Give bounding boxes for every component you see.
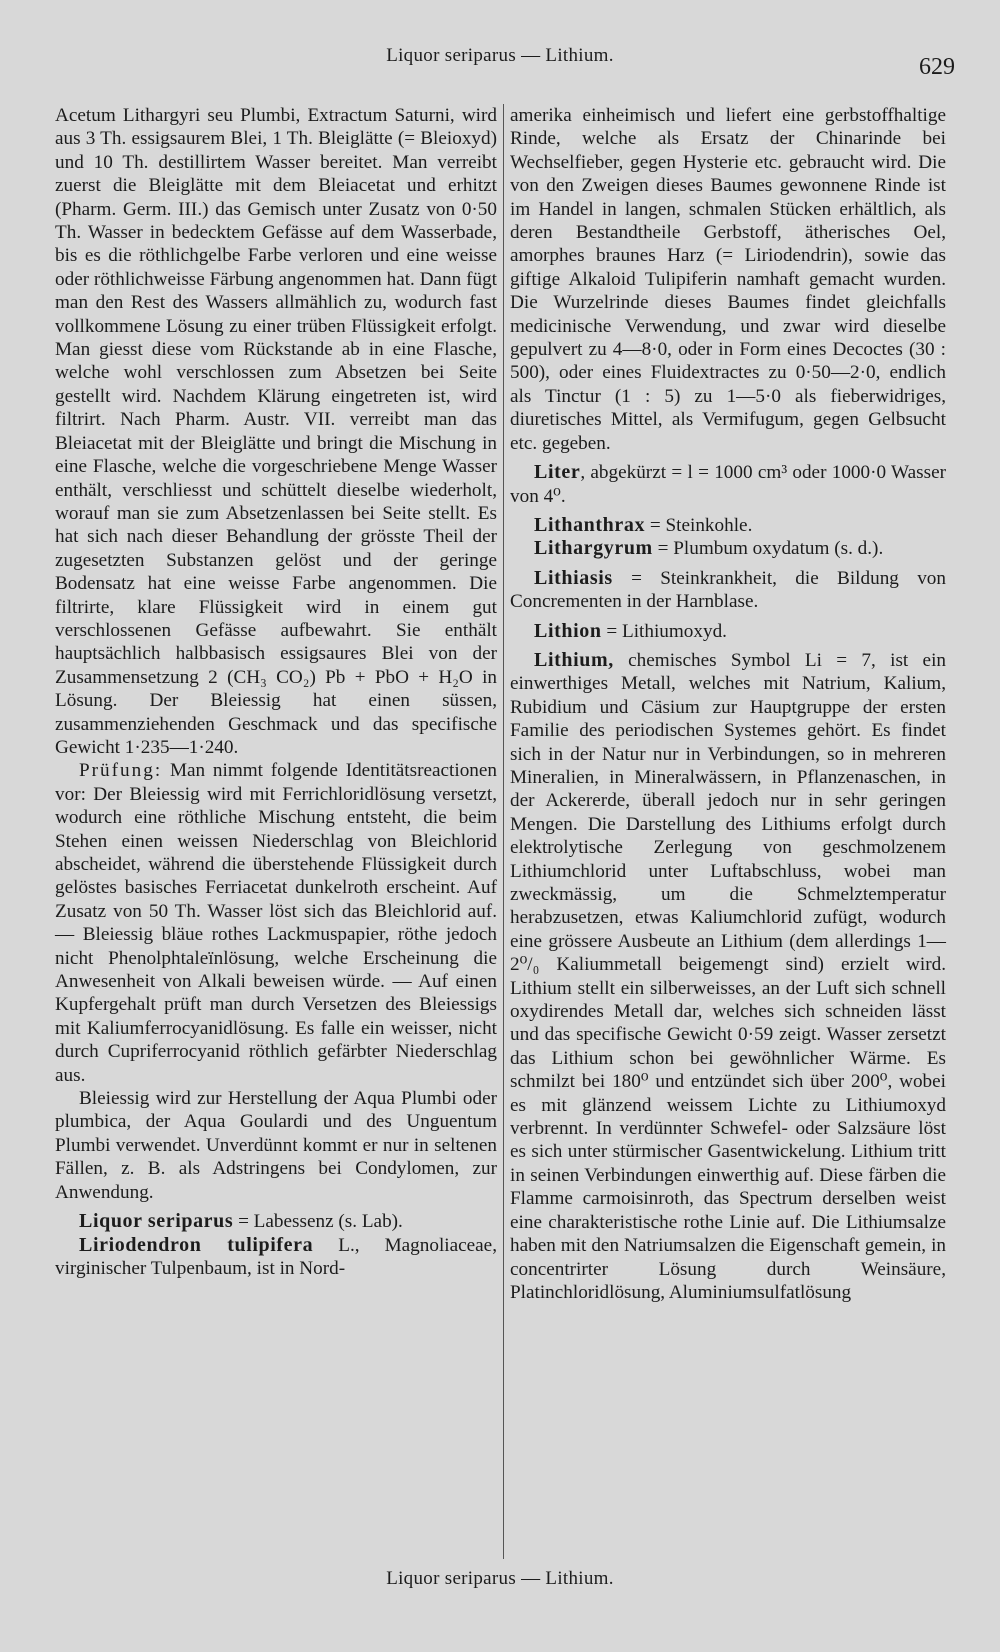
headword: Liter	[534, 461, 581, 484]
paragraph-pruefung	[55, 759, 497, 1087]
entry-lithium	[510, 649, 946, 1304]
entry-liter	[510, 461, 946, 508]
headword: Lithium,	[534, 648, 614, 671]
entry-liriodendron	[55, 1234, 497, 1281]
entry-text: = Labessenz (s. Lab).	[233, 1211, 403, 1233]
entry-lithargyrum	[510, 537, 946, 560]
headword: Lithion	[534, 619, 602, 642]
headword: Liriodendron tulipifera	[79, 1233, 314, 1256]
headword: Lithanthrax	[534, 513, 646, 536]
entry-lithanthrax	[510, 514, 946, 537]
headword: Liquor seriparus	[79, 1210, 234, 1233]
entry-lithiasis	[510, 567, 946, 614]
entry-text: L., Magnoliaceae, virginischer Tulpenbaum, ist in Nord-	[55, 1234, 497, 1279]
paragraph-acetum: Acetum Lithargyri seu Plumbi, Extractum Saturni, wird aus 3 Th. essigsaurem Blei, 1 Th. Bleiglätte (= Bleioxyd) und 10 Th. destillirtem Wasser bereitet. Man verreibt zuerst die Bleiglätte mit dem Bleiacetat und erhitzt (Pharm. Germ. III.) das Gemisch unter Zusatz von 0·50 Th. Wasser in bedecktem Gefässe auf dem Wasserbade, bis es die röthlichgelbe Farbe verloren und eine weisse oder röthlichweisse Färbung angenommen hat. Dann fügt man den Rest des Wassers allmählich zu, wodurch fast vollkommene Lösung zu einer trüben Flüssigkeit erfolgt. Man giesst diese vom Rückstande ab in eine Flasche, welche wohl verschlossen zum Absetzen bei Seite gestellt wird. Nachdem Klärung eingetreten ist, wird filtrirt. Nach Pharm. Austr. VII. verreibt man das Bleiacetat mit der Bleiglätte und bringt die Mischung in eine Flasche, welche die vorgeschriebene Menge Wasser enthält, verschliesst und schüttelt dieselbe wiederholt, worauf man sie zum Absetzenlassen bei Seite stellt. Es hat sich nach dieser Behandlung der grösste Theil der zugesetzten Substanzen gelöst und der geringe Bodensatz hat eine weisse Farbe angenommen. Die filtrirte, klare Flüssigkeit wird in einem gut verschlossenen Gefässe aufbewahrt. Sie enthält hauptsächlich halbbasisch essigsaures Blei von der Zusammensetzung 2 (CH₃ CO₂) Pb + PbO + H₂O in Lösung. Der Bleiessig hat einen süssen, zusammenziehenden Geschmack und das specifische Gewicht 1·235—1·240.	[55, 105, 497, 758]
pruefung-text: Man nimmt folgende Identitätsreactionen vor: Der Bleiessig wird mit Ferrichloridlösung versetzt, wodurch eine röthliche Mischung entsteht, die beim Stehen einen weissen Niederschlag von Bleichlorid abscheidet, während die überstehende Flüssigkeit durch gelöstes basisches Ferriacetat dunkelroth erscheint. Auf Zusatz von 50 Th. Wasser löst sich das Bleichlorid auf. — Bleiessig bläue rothes Lackmuspapier, röthe jedoch nicht Phenolphtaleïnlösung, welche Erscheinung die Anwesenheit von Alkali beweisen würde. — Auf einen Kupfergehalt prüft man durch Versetzen des Bleiessigs mit Kaliumferrocyanidlösung. Es falle ein weisser, nicht durch Cupriferrocyanid röthlich gefärbter Niederschlag aus.	[55, 760, 497, 1086]
entry-text: = Lithiumoxyd.	[601, 620, 727, 642]
right-column	[510, 104, 946, 1304]
entry-lithion	[510, 620, 946, 643]
entry-liquor-seriparus	[55, 1210, 497, 1233]
entry-text: = Steinkohle.	[645, 514, 753, 536]
left-column	[55, 104, 497, 1280]
column-divider	[503, 104, 504, 1559]
running-head: Liquor seriparus — Lithium.	[386, 45, 614, 66]
entry-text: = Steinkrankheit, die Bildung von Concrementen in der Harnblase.	[510, 567, 946, 613]
entry-text: , abgekürzt = l = 1000 cm³ oder 1000·0 Wasser von 4⁰.	[510, 462, 946, 507]
headword: Lithiasis	[534, 566, 613, 589]
entry-text: = Plumbum oxydatum (s. d.).	[652, 538, 884, 560]
headword: Lithargyrum	[534, 537, 653, 560]
pruefung-label: Prüfung:	[79, 760, 163, 782]
entry-text: chemisches Symbol Li = 7, ist ein einwerthiges Metall, welches mit Natrium, Kalium, Rubidium und Cäsium zur Hauptgruppe der ersten Familie des periodischen Systemes gehört. Es findet sich in der Natur nur in Verbindungen, so in mehreren Mineralien, in Mineralwässern, in Pflanzenaschen, in der Ackererde, überall jedoch nur in sehr geringen Mengen. Die Darstellung des Lithiums erfolgt durch elektrolytische Zerlegung von geschmolzenem Lithiumchlorid unter Luftabschluss, wobei man zweckmässig, um die Schmelztemperatur herabzusetzen, etwas Kaliumchlorid zufügt, wodurch eine grössere Ausbeute an Lithium (dem allerdings 1—2⁰/₀ Kaliummetall beigemengt sind) erzielt wird. Lithium stellt ein silberweisses, an der Luft sich schnell oxydirendes Metall dar, welches sich schneiden lässt und das specifische Gewicht 0·59 zeigt. Wasser zersetzt das Lithium schon bei gewöhnlicher Wärme. Es schmilzt bei 180⁰ und entzündet sich über 200⁰, wobei es mit glänzend weissem Lichte zu Lithiumoxyd verbrennt. In verdünnter Schwefel- oder Salzsäure löst es sich unter stürmischer Gasentwickelung. Lithium tritt in seinen Verbindungen einwerthig auf. Diese färben die Flamme carmoisinroth, das Spectrum derselben weist eine charakteristische rothe Linie auf. Die Lithiumsalze haben mit den Natriumsalzen die Eigenschaft gemein, in concentrirter Lösung durch Weinsäure, Platinchloridlösung, Aluminiumsulfatlösung	[510, 649, 946, 1303]
page-number: 629	[919, 54, 955, 80]
running-foot: Liquor seriparus — Lithium.	[386, 1568, 614, 1589]
paragraph-liriodendron-cont: amerika einheimisch und liefert eine gerbstoffhaltige Rinde, welche als Ersatz der Chinarinde bei Wechselfieber, gegen Hysterie etc. gebraucht wird. Die von den Zweigen dieses Baumes gewonnene Rinde ist im Handel in langen, schmalen Stücken erhältlich, als deren Bestandtheile Gerbstoff, ätherisches Oel, amorphes braunes Harz (= Liriodendrin), sowie das giftige Alkaloid Tulipiferin namhaft gemacht wurden. Die Wurzelrinde dieses Baumes findet gleichfalls medicinische Verwendung, und zwar wird dieselbe gepulvert zu 4—8·0, oder in Form eines Decoctes (30 : 500), oder eines Fluidextractes zu 0·50—2·0, endlich als Tinctur (1 : 5) zu 1—5·0 als fieberwidriges, diuretisches Mittel, als Vermifugum, gegen Gelbsucht etc. gegeben.	[510, 105, 946, 454]
paragraph-usage: Bleiessig wird zur Herstellung der Aqua Plumbi oder plumbica, der Aqua Goulardi und des Unguentum Plumbi verwendet. Unverdünnt kommt er nur in seltenen Fällen, z. B. als Adstringens bei Condylomen, zur Anwendung.	[55, 1088, 497, 1203]
